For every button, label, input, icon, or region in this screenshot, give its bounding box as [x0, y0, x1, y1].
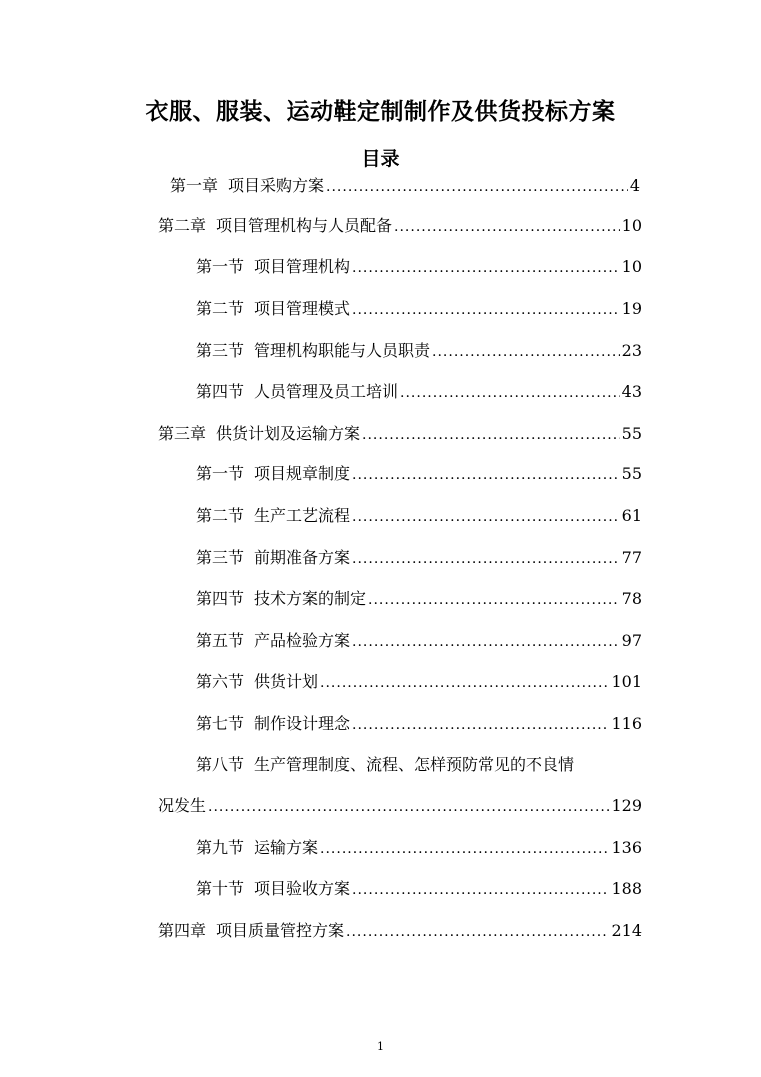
toc-leader-dots [352, 256, 620, 280]
toc-entry-title: 供货计划及运输方案 [216, 424, 361, 443]
toc-entry-label: 第二节 [196, 299, 245, 318]
toc-entry-page: 78 [621, 589, 642, 608]
toc-entry-section-continuation[interactable] [158, 794, 642, 818]
toc-entry-page: 116 [611, 714, 642, 733]
toc-entry-label: 第一节 [196, 257, 245, 276]
toc-entry-chapter-4[interactable] [158, 919, 642, 943]
toc-entry-title: 技术方案的制定 [254, 589, 367, 608]
toc-entry-continuation: 况发生 [158, 796, 207, 815]
toc-entry-section[interactable] [196, 712, 642, 736]
toc-entry-title: 项目采购方案 [228, 176, 325, 195]
toc-leader-dots [352, 463, 620, 487]
toc-entry-section[interactable] [196, 339, 642, 363]
toc-entry-section[interactable] [196, 877, 642, 901]
toc-leader-dots [432, 340, 620, 364]
toc-leader-dots [368, 588, 620, 612]
toc-leader-dots [352, 630, 620, 654]
page-number: 1 [377, 1040, 384, 1053]
toc-leader-dots [394, 215, 620, 239]
toc-entry-section-wrapped[interactable] [196, 753, 574, 777]
toc-leader-dots [346, 920, 609, 944]
toc-leader-dots [326, 175, 628, 199]
toc-entry-label: 第一章 [170, 176, 219, 195]
toc-entry-section[interactable] [196, 587, 642, 611]
toc-entry-label: 第七节 [196, 714, 245, 733]
toc-entry-page: 43 [621, 382, 642, 401]
toc-entry-label: 第九节 [196, 838, 245, 857]
toc-entry-label: 第二章 [158, 216, 207, 235]
toc-entry-page: 4 [629, 176, 640, 195]
toc-entry-section[interactable] [196, 629, 642, 653]
toc-entry-chapter-1[interactable] [170, 174, 640, 198]
toc-entry-page: 61 [621, 506, 642, 525]
toc-entry-section[interactable] [196, 836, 642, 860]
toc-entry-title: 项目管理机构与人员配备 [216, 216, 393, 235]
toc-entry-label: 第三节 [196, 548, 245, 567]
toc-entry-title: 项目验收方案 [254, 879, 351, 898]
toc-entry-page: 23 [621, 341, 642, 360]
toc-entry-label: 第一节 [196, 464, 245, 483]
toc-entry-section[interactable] [196, 504, 642, 528]
toc-leader-dots [362, 423, 620, 447]
toc-leader-dots [400, 381, 620, 405]
toc-entry-page: 55 [621, 464, 642, 483]
toc-entry-page: 55 [621, 424, 642, 443]
toc-leader-dots [352, 878, 609, 902]
toc-entry-page: 136 [611, 838, 642, 857]
toc-entry-page: 101 [611, 672, 642, 691]
toc-entry-title: 生产管理制度、流程、怎样预防常见的不良情 [254, 755, 575, 774]
toc-entry-label: 第三章 [158, 424, 207, 443]
toc-entry-section[interactable] [196, 462, 642, 486]
toc-entry-title: 项目规章制度 [254, 464, 351, 483]
toc-entry-page: 97 [621, 631, 642, 650]
toc-entry-label: 第二节 [196, 506, 245, 525]
toc-entry-title: 人员管理及员工培训 [254, 382, 399, 401]
toc-entry-page: 19 [621, 299, 642, 318]
toc-leader-dots [352, 298, 620, 322]
toc-entry-title: 生产工艺流程 [254, 506, 351, 525]
toc-entry-label: 第四节 [196, 589, 245, 608]
toc-entry-title: 运输方案 [254, 838, 319, 857]
toc-entry-label: 第十节 [196, 879, 245, 898]
toc-entry-title: 产品检验方案 [254, 631, 351, 650]
toc-entry-page: 77 [621, 548, 642, 567]
toc-entry-label: 第四章 [158, 921, 207, 940]
toc-leader-dots [352, 713, 609, 737]
toc-entry-page: 188 [611, 879, 642, 898]
toc-entry-title: 供货计划 [254, 672, 319, 691]
toc-leader-dots [320, 671, 609, 695]
toc-entry-page: 10 [621, 257, 642, 276]
toc-entry-label: 第五节 [196, 631, 245, 650]
toc-entry-title: 制作设计理念 [254, 714, 351, 733]
toc-entry-title: 前期准备方案 [254, 548, 351, 567]
toc-entry-page: 10 [621, 216, 642, 235]
toc-entry-label: 第八节 [196, 755, 245, 774]
toc-entry-section[interactable] [196, 255, 642, 279]
toc-entry-label: 第四节 [196, 382, 245, 401]
toc-entry-section[interactable] [196, 670, 642, 694]
toc-entry-label: 第六节 [196, 672, 245, 691]
toc-entry-section[interactable] [196, 380, 642, 404]
toc-entry-title: 项目质量管控方案 [216, 921, 345, 940]
toc-entry-chapter-3[interactable] [158, 422, 642, 446]
toc-heading: 目录 [361, 148, 400, 170]
toc-entry-title: 项目管理模式 [254, 299, 351, 318]
toc-entry-section[interactable] [196, 546, 642, 570]
toc-entry-page: 214 [611, 921, 642, 940]
toc-entry-chapter-2[interactable] [158, 214, 642, 238]
toc-entry-title: 管理机构职能与人员职责 [254, 341, 431, 360]
toc-entry-title: 项目管理机构 [254, 257, 351, 276]
toc-leader-dots [352, 505, 620, 529]
toc-leader-dots [320, 837, 609, 861]
toc-leader-dots [352, 547, 620, 571]
toc-entry-section[interactable] [196, 297, 642, 321]
document-title: 衣服、服装、运动鞋定制制作及供货投标方案 [145, 99, 616, 125]
toc-leader-dots [208, 795, 609, 819]
toc-entry-page: 129 [611, 796, 642, 815]
toc-entry-label: 第三节 [196, 341, 245, 360]
